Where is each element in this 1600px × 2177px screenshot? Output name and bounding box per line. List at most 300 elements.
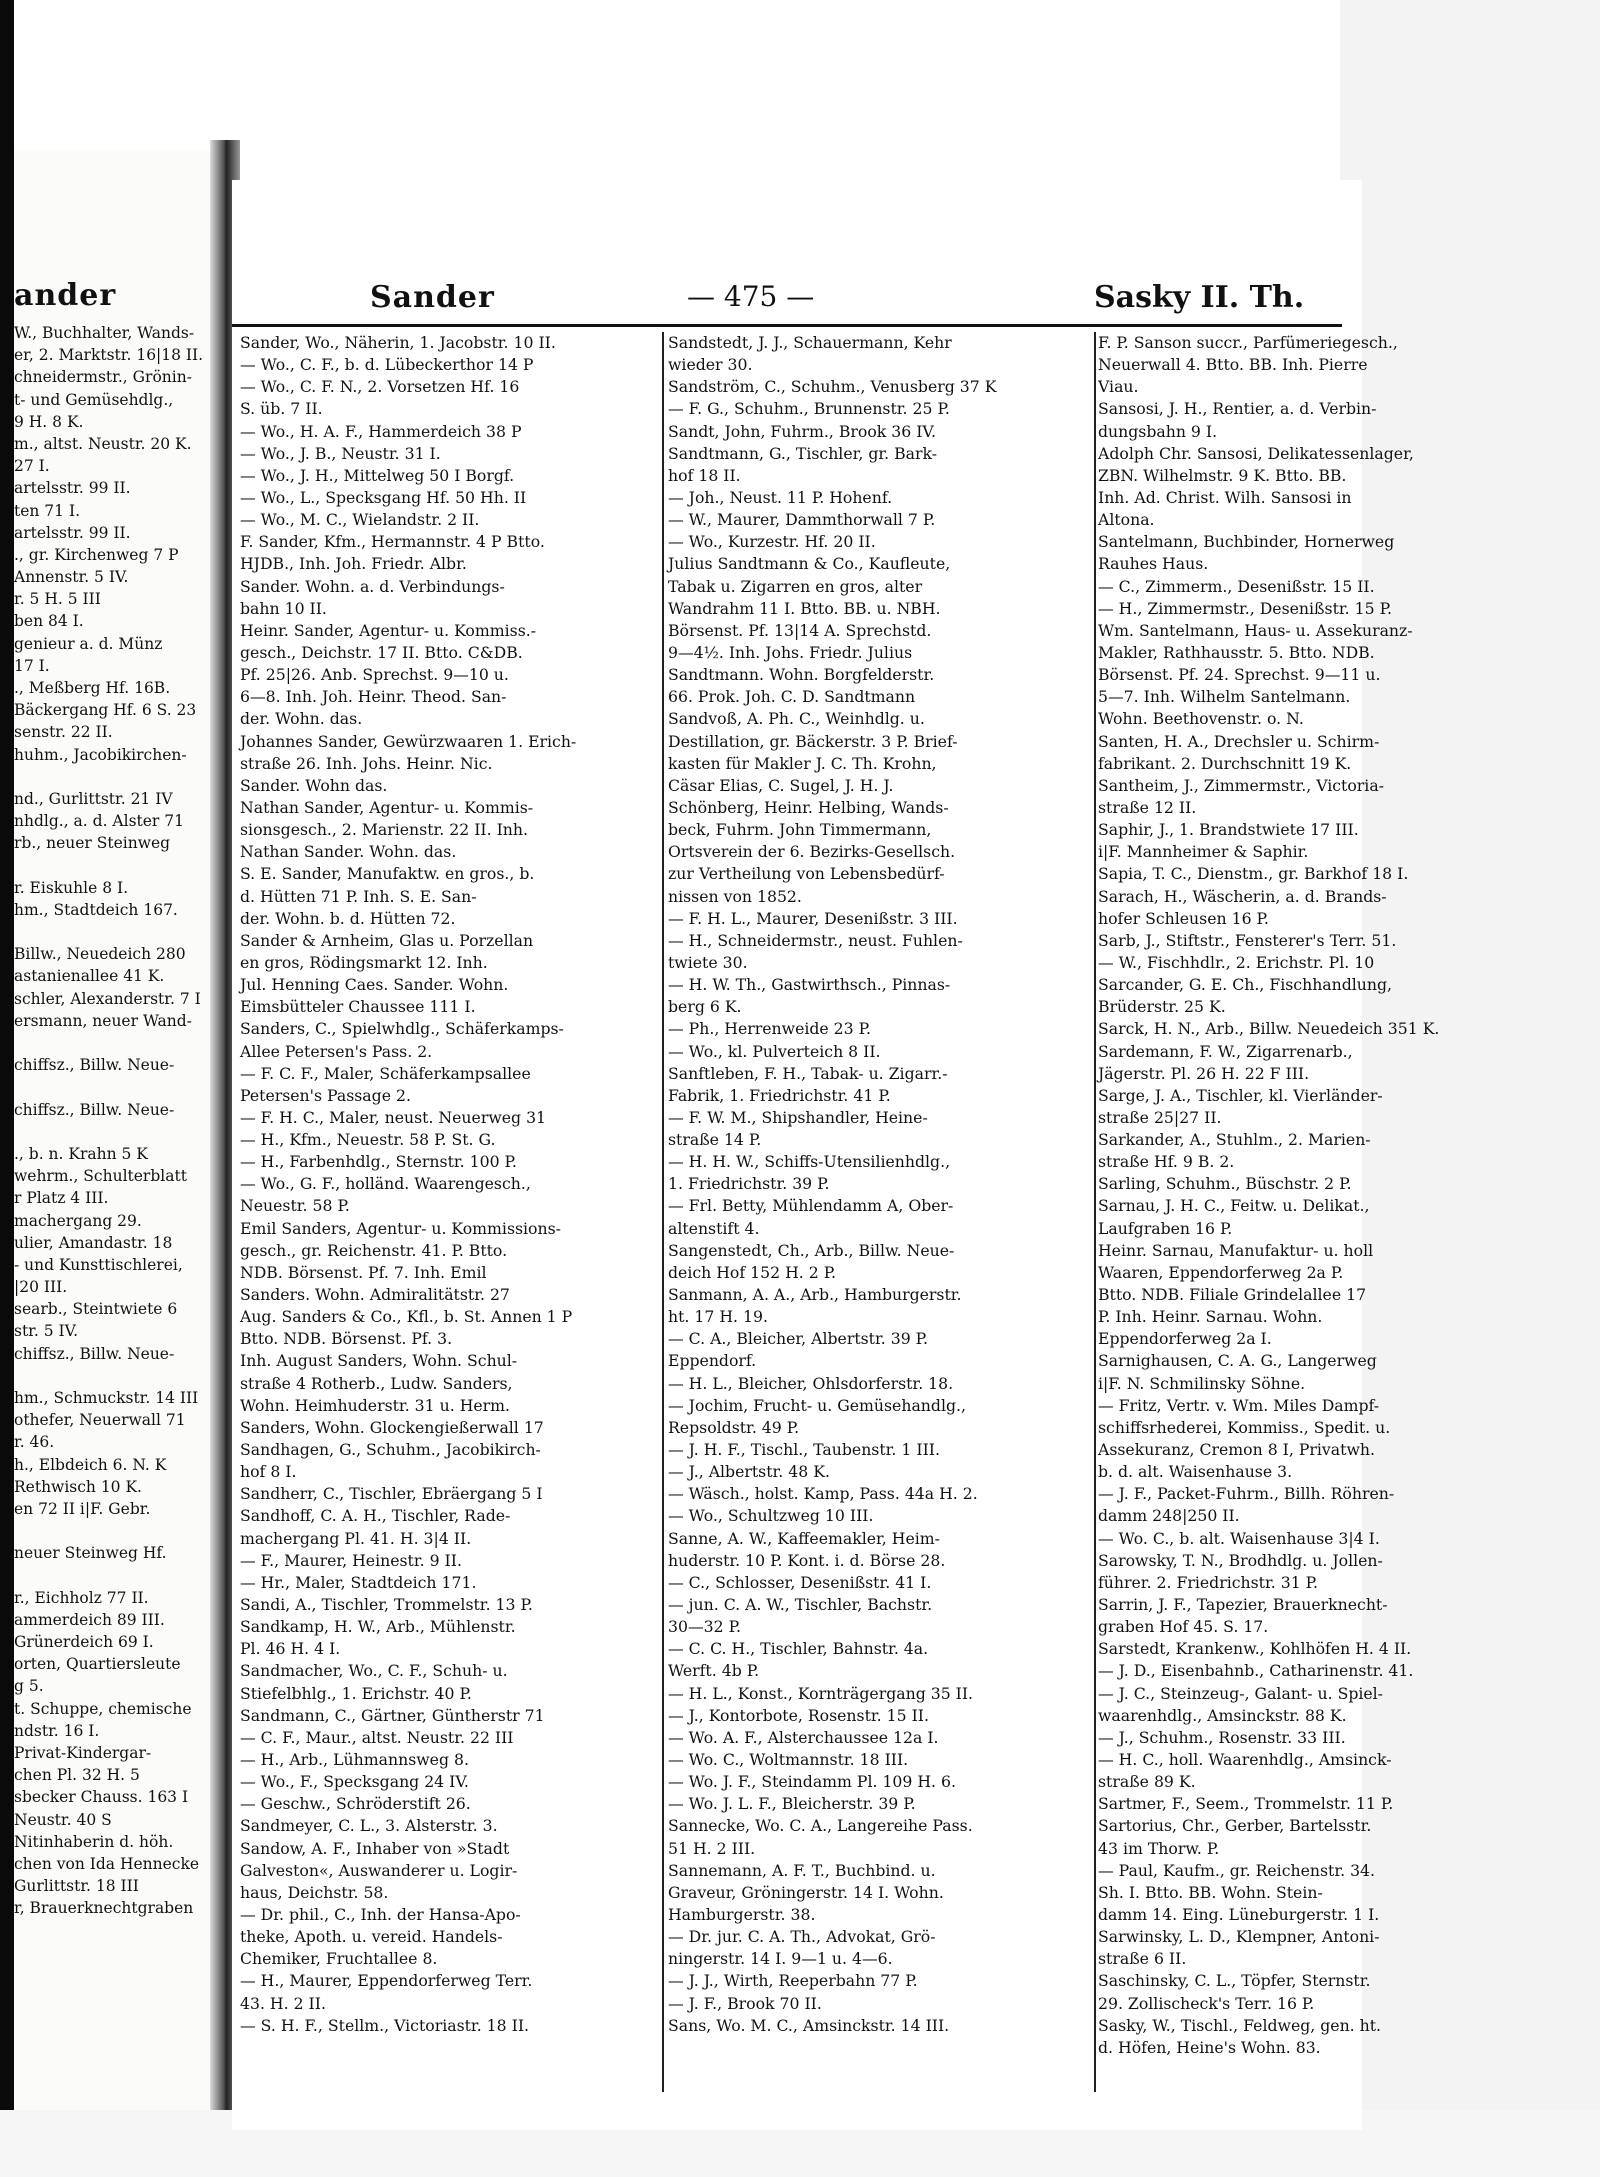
directory-entry-line: Eppendorf. <box>668 1351 757 1371</box>
directory-entry-line: bahn 10 II. <box>240 598 327 618</box>
directory-entry-line: Sander. Wohn das. <box>240 775 388 795</box>
directory-entry-line: Galveston«, Auswanderer u. Logir- <box>240 1860 518 1880</box>
directory-entry-line: — H., Schneidermstr., neust. Fuhlen- <box>668 930 963 950</box>
directory-entry-line: Tabak u. Zigarren en gros, alter <box>668 576 923 596</box>
running-head-left: Sander <box>370 280 495 315</box>
directory-entry-line: — Wo., Kurzestr. Hf. 20 II. <box>668 532 876 552</box>
directory-entry-line: — Frl. Betty, Mühlendamm A, Ober- <box>668 1196 954 1216</box>
directory-entry-line: Neuestr. 58 P. <box>240 1196 350 1216</box>
directory-entry-line: Sannecke, Wo. C. A., Langereihe Pass. <box>668 1816 973 1836</box>
directory-entry-line: Sasky, W., Tischl., Feldweg, gen. ht. <box>1098 2015 1382 2035</box>
directory-entry-line: Rethwisch 10 K. <box>14 1477 142 1496</box>
directory-entry-line: S. üb. 7 II. <box>240 399 323 419</box>
directory-entry-line: i|F. N. Schmilinsky Söhne. <box>1098 1373 1306 1393</box>
directory-entry-line: W., Buchhalter, Wands- <box>14 324 195 342</box>
directory-entry-line: Sanne, A. W., Kaffeemakler, Heim- <box>668 1528 940 1548</box>
directory-entry-line: der. Wohn. b. d. Hütten 72. <box>240 908 456 928</box>
directory-entry-line: führer. 2. Friedrichstr. 31 P. <box>1098 1572 1319 1592</box>
directory-entry-line: Saphir, J., 1. Brandstwiete 17 III. <box>1098 820 1359 840</box>
directory-entry-line: wehrm., Schulterblatt <box>14 1167 187 1186</box>
directory-entry-line: — Dr. phil., C., Inh. der Hansa-Apo- <box>240 1904 521 1924</box>
directory-entry-line: Sarcander, G. E. Ch., Fischhandlung, <box>1098 975 1393 995</box>
directory-entry-line: — Wo., H. A. F., Hammerdeich 38 P <box>240 421 522 441</box>
directory-entry-line: t. Schuppe, chemische <box>14 1699 192 1718</box>
directory-entry-line: artelsstr. 99 II. <box>14 523 131 542</box>
directory-entry-line: Santen, H. A., Drechsler u. Schirm- <box>1098 731 1380 751</box>
directory-entry-line: Laufgraben 16 P. <box>1098 1218 1233 1238</box>
directory-entry-line: rb., neuer Steinweg <box>14 834 171 853</box>
directory-entry-line: — H., Zimmermstr., Desenißstr. 15 P. <box>1098 598 1392 618</box>
directory-entry-line: — Hr., Maler, Stadtdeich 171. <box>240 1572 477 1592</box>
directory-entry-line: r. Eiskuhle 8 I. <box>14 878 129 897</box>
directory-entry-line: P. Inh. Heinr. Sarnau. Wohn. <box>1098 1307 1323 1327</box>
directory-entry-line: d. Höfen, Heine's Wohn. 83. <box>1098 2037 1321 2057</box>
directory-entry-line: — Wo. C., b. alt. Waisenhause 3|4 I. <box>1098 1528 1380 1548</box>
directory-entry-line: Sandt, John, Fuhrm., Brook 36 IV. <box>668 421 936 441</box>
directory-entry-line: huhm., Jacobikirchen- <box>14 745 187 764</box>
directory-entry-line: Waaren, Eppendorferweg 2a P. <box>1098 1262 1344 1282</box>
directory-entry-line: Sarling, Schuhm., Büschstr. 2 P. <box>1098 1174 1352 1194</box>
directory-entry-line: — H. C., holl. Waarenhdlg., Amsinck- <box>1098 1750 1392 1769</box>
directory-entry-line: Heinr. Sander, Agentur- u. Kommiss.- <box>240 620 537 640</box>
directory-entry-line: wieder 30. <box>668 355 753 375</box>
directory-entry-line: — F. H. L., Maurer, Desenißstr. 3 III. <box>668 908 958 928</box>
directory-entry-line: S. E. Sander, Manufaktw. en gros., b. <box>240 864 535 884</box>
directory-entry-line: straße 26. Inh. Johs. Heinr. Nic. <box>240 753 493 773</box>
directory-entry-line: Sartorius, Chr., Gerber, Bartelsstr. <box>1098 1816 1372 1836</box>
directory-entry-line: chiffsz., Billw. Neue- <box>14 1344 175 1363</box>
directory-entry-line: chiffsz., Billw. Neue- <box>14 1056 175 1075</box>
directory-entry-line: ., Meßberg Hf. 16B. <box>14 679 171 697</box>
directory-entry-line: — Wo., Schultzweg 10 III. <box>668 1506 874 1526</box>
directory-entry-line: — F. W. M., Shipshandler, Heine- <box>668 1107 928 1127</box>
directory-entry-line: ben 84 I. <box>14 612 84 631</box>
directory-entry-line: er, 2. Marktstr. 16|18 II. <box>14 346 204 365</box>
directory-entry-line: machergang 29. <box>14 1211 142 1230</box>
directory-entry-line: — Wo. A. F., Alsterchaussee 12a I. <box>668 1727 939 1747</box>
directory-entry-line: Sandmann, C., Gärtner, Güntherstr 71 <box>240 1705 545 1725</box>
directory-entry-line: — H., Arb., Lühmannsweg 8. <box>240 1750 469 1769</box>
directory-entry-line: Btto. NDB. Börsenst. Pf. 3. <box>240 1329 453 1349</box>
directory-entry-line: damm 248|250 II. <box>1098 1506 1240 1526</box>
directory-entry-line: straße 4 Rotherb., Ludw. Sanders, <box>240 1373 513 1393</box>
directory-entry-line: hof 8 I. <box>240 1462 297 1482</box>
directory-entry-line: Wohn. Heimhuderstr. 31 u. Herm. <box>240 1395 511 1415</box>
directory-entry-line: Gurlittstr. 18 III <box>14 1877 139 1896</box>
directory-entry-line: — Wo. J. F., Steindamm Pl. 109 H. 6. <box>668 1772 957 1792</box>
directory-entry-line: beck, Fuhrm. John Timmermann, <box>668 820 932 840</box>
directory-entry-line: Rauhes Haus. <box>1098 554 1209 574</box>
directory-entry-line: — jun. C. A. W., Tischler, Bachstr. <box>668 1595 933 1615</box>
directory-entry-line: 9—4½. Inh. Johs. Friedr. Julius <box>668 642 913 662</box>
directory-entry-line: Adolph Chr. Sansosi, Delikatessenlager, <box>1098 443 1414 463</box>
directory-entry-line: Sandherr, C., Tischler, Ebräergang 5 I <box>240 1484 543 1504</box>
directory-entry-line: — W., Maurer, Dammthorwall 7 P. <box>668 510 936 530</box>
directory-entry-line: Sanders. Wohn. Admiralitätstr. 27 <box>240 1285 510 1305</box>
directory-entry-line: |20 III. <box>14 1278 68 1297</box>
directory-entry-line: Sartmer, F., Seem., Trommelstr. 11 P. <box>1098 1794 1394 1814</box>
directory-entry-line: Neustr. 40 S <box>14 1810 112 1829</box>
directory-entry-line: Sarb, J., Stiftstr., Fensterer's Terr. 51. <box>1098 930 1397 950</box>
directory-entry-line: Sardemann, F. W., Zigarrenarb., <box>1098 1041 1353 1061</box>
directory-entry-line: — Wo., M. C., Wielandstr. 2 II. <box>240 510 480 530</box>
directory-entry-line: orten, Quartiersleute <box>14 1655 181 1674</box>
directory-entry-line: — Joh., Neust. 11 P. Hohenf. <box>668 487 893 507</box>
directory-entry-line: Börsenst. Pf. 24. Sprechst. 9—11 u. <box>1098 665 1381 685</box>
directory-entry-line: — J. H. F., Tischl., Taubenstr. 1 III. <box>668 1440 940 1460</box>
directory-entry-line: Sander. Wohn. a. d. Verbindungs- <box>240 576 505 596</box>
directory-entry-line: 5—7. Inh. Wilhelm Santelmann. <box>1098 687 1351 707</box>
directory-entry-line: twiete 30. <box>668 952 748 972</box>
directory-entry-line: r., Eichholz 77 II. <box>14 1588 149 1607</box>
directory-entry-line: ., b. n. Krahn 5 K <box>14 1144 148 1163</box>
directory-entry-line: straße 12 II. <box>1098 797 1197 817</box>
directory-entry-line: r, Brauerknechtgraben <box>14 1899 194 1918</box>
directory-entry-line: 29. Zollischeck's Terr. 16 P. <box>1098 1993 1315 2013</box>
directory-entry-line: Schönberg, Heinr. Helbing, Wands- <box>668 797 949 817</box>
directory-entry-line: straße 25|27 II. <box>1098 1107 1222 1127</box>
directory-entry-line: m., altst. Neustr. 20 K. <box>14 434 192 453</box>
directory-entry-line: — Wo., F., Specksgang 24 IV. <box>240 1772 469 1792</box>
directory-entry-line: Jägerstr. Pl. 26 H. 22 F III. <box>1098 1063 1310 1083</box>
directory-entry-line: sionsgesch., 2. Marienstr. 22 II. Inh. <box>240 820 528 840</box>
directory-entry-line: Sander, Wo., Näherin, 1. Jacobstr. 10 II. <box>240 333 556 352</box>
directory-entry-line: Assekuranz, Cremon 8 I, Privatwh. <box>1098 1440 1375 1460</box>
directory-entry-line: — Wo., L., Specksgang Hf. 50 Hh. II <box>240 487 527 507</box>
directory-entry-line: nhdlg., a. d. Alster 71 <box>14 812 184 831</box>
directory-entry-line: - und Kunsttischlerei, <box>14 1255 183 1274</box>
directory-entry-line: — J. F., Brook 70 II. <box>668 1993 822 2013</box>
page-number: — 475 — <box>687 280 815 313</box>
directory-entry-line: Sandmeyer, C. L., 3. Alsterstr. 3. <box>240 1816 498 1836</box>
directory-entry-line: Sanftleben, F. H., Tabak- u. Zigarr.- <box>668 1063 948 1083</box>
directory-entry-line: gesch., gr. Reichenstr. 41. P. Btto. <box>240 1240 508 1260</box>
directory-entry-line: Stiefelbhlg., 1. Erichstr. 40 P. <box>240 1683 472 1703</box>
directory-entry-line: — J., Schuhm., Rosenstr. 33 III. <box>1098 1727 1346 1747</box>
directory-entry-line: hofer Schleusen 16 P. <box>1098 908 1269 928</box>
directory-entry-line <box>14 1520 219 1542</box>
header-rule <box>232 324 1342 327</box>
directory-entry-line: straße 6 II. <box>1098 1949 1187 1969</box>
directory-entry-line: Jul. Henning Caes. Sander. Wohn. <box>240 975 509 995</box>
directory-entry-line: Sanders, C., Spielwhdlg., Schäferkamps- <box>240 1019 564 1039</box>
directory-entry-line: kasten für Makler J. C. Th. Krohn, <box>668 753 937 773</box>
directory-entry-line: Sandmacher, Wo., C. F., Schuh- u. <box>240 1661 508 1681</box>
directory-entry-line: Nitinhaberin d. höh. <box>14 1832 174 1851</box>
directory-entry-line: Makler, Rathhausstr. 5. Btto. NDB. <box>1098 642 1375 662</box>
directory-entry-line: Brüderstr. 25 K. <box>1098 997 1226 1017</box>
directory-entry-line: Billw., Neuedeich 280 <box>14 945 186 964</box>
directory-entry-line: Inh. Ad. Christ. Wilh. Sansosi in <box>1098 487 1352 507</box>
directory-entry-line: Saschinsky, C. L., Töpfer, Sternstr. <box>1098 1971 1371 1991</box>
directory-entry-line: Ortsverein der 6. Bezirks-Gesellsch. <box>668 842 956 862</box>
directory-entry-line: Altona. <box>1098 510 1155 530</box>
directory-entry-line: chiffsz., Billw. Neue- <box>14 1100 175 1119</box>
directory-entry-line: — S. H. F., Stellm., Victoriastr. 18 II. <box>240 2015 529 2035</box>
directory-entry-line: ningerstr. 14 I. 9—1 u. 4—6. <box>668 1949 893 1969</box>
directory-entry-line: Sandstedt, J. J., Schauermann, Kehr <box>668 333 952 352</box>
directory-entry-line: straße 14 P. <box>668 1130 762 1150</box>
directory-entry-line: straße Hf. 9 B. 2. <box>1098 1152 1235 1172</box>
directory-entry-line: — H. L., Bleicher, Ohlsdorferstr. 18. <box>668 1373 954 1393</box>
directory-entry-line: — C. F., Maur., altst. Neustr. 22 III <box>240 1727 514 1747</box>
directory-entry-line: Bäckergang Hf. 6 S. 23 <box>14 701 197 720</box>
directory-entry-line: Eppendorferweg 2a I. <box>1098 1329 1272 1349</box>
directory-entry-line: artelsstr. 99 II. <box>14 479 131 498</box>
directory-entry-line <box>14 1121 219 1143</box>
directory-entry-line: Grünerdeich 69 I. <box>14 1633 154 1652</box>
directory-entry-line: 9 H. 8 K. <box>14 412 84 431</box>
directory-entry-line: b. d. alt. Waisenhause 3. <box>1098 1462 1293 1482</box>
directory-entry-line: hm., Schmuckstr. 14 III <box>14 1389 199 1407</box>
directory-entry-line: 43. H. 2 II. <box>240 1993 326 2013</box>
directory-entry-line: Pf. 25|26. Anb. Sprechst. 9—10 u. <box>240 665 509 685</box>
directory-entry-line: senstr. 22 II. <box>14 723 113 742</box>
directory-entry-line: neuer Steinweg Hf. <box>14 1544 167 1563</box>
running-head-right: Sasky II. Th. <box>1094 280 1305 315</box>
directory-entry-line: — Dr. jur. C. A. Th., Advokat, Grö- <box>668 1927 936 1947</box>
column-rule <box>1094 332 1096 2092</box>
directory-entry-line: Eimsbütteler Chaussee 111 I. <box>240 997 476 1017</box>
directory-entry-line: othefer, Neuerwall 71 <box>14 1411 186 1430</box>
directory-entry-line: Sannemann, A. F. T., Buchbind. u. <box>668 1860 936 1880</box>
previous-page-fragment <box>14 150 222 2130</box>
directory-entry-line <box>14 1565 219 1587</box>
directory-entry-line: Julius Sandtmann & Co., Kaufleute, <box>668 554 951 574</box>
directory-entry-line: 6—8. Inh. Joh. Heinr. Theod. San- <box>240 687 507 707</box>
directory-entry-line: Sandtmann, G., Tischler, gr. Bark- <box>668 443 938 463</box>
directory-entry-line: — J. C., Steinzeug-, Galant- u. Spiel- <box>1098 1683 1383 1703</box>
directory-entry-line: — Wo., J. H., Mittelweg 50 I Borgf. <box>240 465 515 485</box>
directory-entry-line: t- und Gemüsehdlg., <box>14 390 174 409</box>
directory-entry-line: ndstr. 16 I. <box>14 1721 100 1740</box>
directory-entry-line: ulier, Amandastr. 18 <box>14 1233 173 1252</box>
directory-entry-line: en gros, Rödingsmarkt 12. Inh. <box>240 952 488 972</box>
directory-entry-line: — H. W. Th., Gastwirthsch., Pinnas- <box>668 975 951 995</box>
directory-entry-line: — J., Albertstr. 48 K. <box>668 1462 830 1482</box>
directory-entry-line: Sandow, A. F., Inhaber von »Stadt <box>240 1838 510 1858</box>
directory-entry-line: Sandtmann. Wohn. Borgfelderstr. <box>668 665 935 685</box>
directory-entry-line <box>14 1365 219 1387</box>
directory-entry-line: — Fritz, Vertr. v. Wm. Miles Dampf- <box>1098 1395 1380 1415</box>
directory-entry-line: — C., Zimmerm., Desenißstr. 15 II. <box>1098 576 1375 596</box>
directory-entry-line: — F. G., Schuhm., Brunnenstr. 25 P. <box>668 399 950 419</box>
directory-entry-line: Sandi, A., Tischler, Trommelstr. 13 P. <box>240 1595 533 1615</box>
directory-entry-line: Repsoldstr. 49 P. <box>668 1417 800 1437</box>
directory-entry-line: Allee Petersen's Pass. 2. <box>240 1041 433 1061</box>
directory-entry-line: — J. D., Eisenbahnb., Catharinenstr. 41. <box>1098 1661 1414 1681</box>
directory-entry-line: — H., Farbenhdlg., Sternstr. 100 P. <box>240 1152 517 1172</box>
directory-entry-line: fabrikant. 2. Durchschnitt 19 K. <box>1098 753 1352 773</box>
directory-entry-line: 51 H. 2 III. <box>668 1838 756 1858</box>
directory-entry-line: Sanders, Wohn. Glockengießerwall 17 <box>240 1417 544 1437</box>
directory-entry-line: 66. Prok. Joh. C. D. Sandtmann <box>668 687 916 707</box>
directory-entry-line: machergang Pl. 41. H. 3|4 II. <box>240 1528 472 1548</box>
directory-entry-line: — F. H. C., Maler, neust. Neuerweg 31 <box>240 1107 547 1127</box>
previous-page-header: ander <box>14 278 117 313</box>
directory-entry-line: Petersen's Passage 2. <box>240 1085 411 1105</box>
directory-entry-line: Sandkamp, H. W., Arb., Mühlenstr. <box>240 1617 516 1637</box>
directory-entry-line: — W., Fischhdlr., 2. Erichstr. Pl. 10 <box>1098 952 1375 972</box>
directory-entry-line: i|F. Mannheimer & Saphir. <box>1098 842 1309 862</box>
directory-entry-line: Nathan Sander. Wohn. das. <box>240 842 457 862</box>
directory-entry-line: zur Vertheilung von Lebensbedürf- <box>668 864 945 884</box>
directory-entry-line: Werft. 4b P. <box>668 1661 760 1681</box>
directory-entry-line: Wohn. Beethovenstr. o. N. <box>1098 709 1304 729</box>
directory-entry-line: ZBN. Wilhelmstr. 9 K. Btto. BB. <box>1098 465 1347 485</box>
directory-entry-line: 1. Friedrichstr. 39 P. <box>668 1174 830 1194</box>
directory-entry-line: damm 14. Eing. Lüneburgerstr. 1 I. <box>1098 1904 1380 1924</box>
directory-entry-line: nissen von 1852. <box>668 886 802 906</box>
directory-entry-line: — Paul, Kaufm., gr. Reichenstr. 34. <box>1098 1860 1376 1880</box>
directory-entry-line: berg 6 K. <box>668 997 742 1017</box>
directory-entry-line: — C., Schlosser, Desenißstr. 41 I. <box>668 1572 932 1592</box>
directory-entry-line: 43 im Thorw. P. <box>1098 1838 1220 1858</box>
directory-entry-line: searb., Steintwiete 6 <box>14 1300 178 1319</box>
directory-entry-line: huderstr. 10 P. Kont. i. d. Börse 28. <box>668 1550 946 1570</box>
directory-entry-line: Wandrahm 11 I. Btto. BB. u. NBH. <box>668 598 941 618</box>
column-rule <box>662 332 664 2092</box>
directory-entry-line: — J., Kontorbote, Rosenstr. 15 II. <box>668 1705 929 1725</box>
directory-entry-line: Sander & Arnheim, Glas u. Porzellan <box>240 930 534 950</box>
directory-page <box>232 180 1440 2130</box>
directory-entry-line: chen Pl. 32 H. 5 <box>14 1766 140 1785</box>
directory-entry-line: Neuerwall 4. Btto. BB. Inh. Pierre <box>1098 355 1368 375</box>
directory-entry-line: sbecker Chauss. 163 I <box>14 1788 189 1807</box>
directory-entry-line: Wm. Santelmann, Haus- u. Assekuranz- <box>1098 620 1413 640</box>
directory-entry-line: Viau. <box>1098 377 1139 397</box>
directory-entry-line: ammerdeich 89 III. <box>14 1610 165 1629</box>
directory-entry-line: — H., Kfm., Neuestr. 58 P. St. G. <box>240 1130 496 1150</box>
directory-entry-line <box>14 855 219 877</box>
directory-entry-line: — H., Maurer, Eppendorferweg Terr. <box>240 1971 533 1991</box>
directory-entry-line: Sh. I. Btto. BB. Wohn. Stein- <box>1098 1882 1323 1902</box>
directory-entry-line: — H. H. W., Schiffs-Utensilienhdlg., <box>668 1152 951 1172</box>
directory-entry-line: — Wo., G. F., holländ. Waarengesch., <box>240 1174 531 1194</box>
directory-entry-line: Sarowsky, T. N., Brodhdlg. u. Jollen- <box>1098 1550 1383 1570</box>
directory-entry-line: Sapia, T. C., Dienstm., gr. Barkhof 18 I. <box>1098 864 1409 884</box>
directory-entry-line: — F., Maurer, Heinestr. 9 II. <box>240 1550 462 1570</box>
directory-entry-line: Sandhagen, G., Schuhm., Jacobikirch- <box>240 1440 541 1460</box>
directory-entry-line: Santelmann, Buchbinder, Hornerweg <box>1098 532 1395 552</box>
directory-entry-line: r. 46. <box>14 1433 55 1452</box>
directory-entry-line: schiffsrhederei, Kommiss., Spedit. u. <box>1098 1417 1391 1437</box>
directory-column-3 <box>1098 332 1518 2059</box>
directory-entry-line: dungsbahn 9 I. <box>1098 421 1218 441</box>
directory-entry-line: Heinr. Sarnau, Manufaktur- u. holl <box>1098 1240 1374 1260</box>
directory-column-1 <box>240 332 660 2037</box>
directory-entry-line: Sarnighausen, C. A. G., Langerweg <box>1098 1351 1377 1371</box>
directory-entry-line: — Geschw., Schröderstift 26. <box>240 1794 471 1814</box>
directory-entry-line: — Wo., kl. Pulverteich 8 II. <box>668 1041 881 1061</box>
directory-entry-line: str. 5 IV. <box>14 1322 79 1341</box>
directory-entry-line: Nathan Sander, Agentur- u. Kommis- <box>240 797 534 817</box>
directory-entry-line: Sarwinsky, L. D., Klempner, Antoni- <box>1098 1927 1380 1947</box>
directory-entry-line: Sanmann, A. A., Arb., Hamburgerstr. <box>668 1285 962 1305</box>
directory-entry-line: Sans, Wo. M. C., Amsinckstr. 14 III. <box>668 2015 950 2035</box>
directory-entry-line: Aug. Sanders & Co., Kfl., b. St. Annen 1 P <box>240 1307 573 1327</box>
directory-entry-line: Sansosi, J. H., Rentier, a. d. Verbin- <box>1098 399 1377 419</box>
directory-entry-line: Börsenst. Pf. 13|14 A. Sprechstd. <box>668 620 932 640</box>
directory-entry-line: — Wo. J. L. F., Bleicherstr. 39 P. <box>668 1794 916 1814</box>
directory-entry-line: Sarck, H. N., Arb., Billw. Neuedeich 351 K. <box>1098 1019 1440 1039</box>
directory-entry-line: h., Elbdeich 6. N. K <box>14 1455 167 1474</box>
directory-entry-line: chen von Ida Hennecke <box>14 1854 200 1873</box>
directory-entry-line: d. Hütten 71 P. Inh. S. E. San- <box>240 886 477 906</box>
directory-entry-line: Sandström, C., Schuhm., Venusberg 37 K <box>668 377 997 397</box>
directory-entry-line: HJDB., Inh. Joh. Friedr. Albr. <box>240 554 467 574</box>
directory-entry-line: deich Hof 152 H. 2 P. <box>668 1262 837 1282</box>
directory-entry-line: — Wo., J. B., Neustr. 31 I. <box>240 443 441 463</box>
directory-entry-line: — C. C. H., Tischler, Bahnstr. 4a. <box>668 1639 929 1659</box>
directory-entry-line: haus, Deichstr. 58. <box>240 1882 389 1902</box>
directory-entry-line: Graveur, Gröningerstr. 14 I. Wohn. <box>668 1882 944 1902</box>
directory-entry-line <box>14 1076 219 1098</box>
directory-entry-line <box>14 1032 219 1054</box>
directory-entry-line: nd., Gurlittstr. 21 IV <box>14 789 173 808</box>
directory-entry-line: Sarstedt, Krankenw., Kohlhöfen H. 4 II. <box>1098 1639 1412 1659</box>
directory-entry-line: Btto. NDB. Filiale Grindelallee 17 <box>1098 1285 1367 1305</box>
directory-entry-line: hm., Stadtdeich 167. <box>14 900 178 919</box>
directory-entry-line: — F. C. F., Maler, Schäferkampsallee <box>240 1063 531 1083</box>
scan-edge-left <box>0 0 14 2177</box>
directory-entry-line: Sarach, H., Wäscherin, a. d. Brands- <box>1098 886 1387 906</box>
directory-entry-line: 17 I. <box>14 656 50 675</box>
directory-entry-line: Sandvoß, A. Ph. C., Weinhdlg. u. <box>668 709 925 729</box>
directory-entry-line: astanienallee 41 K. <box>14 967 165 986</box>
directory-entry-line <box>14 766 219 788</box>
directory-entry-line: straße 89 K. <box>1098 1772 1196 1792</box>
directory-entry-line: genieur a. d. Münz <box>14 634 163 653</box>
directory-entry-line: F. P. Sanson succr., Parfümeriegesch., <box>1098 333 1398 352</box>
directory-entry-line: der. Wohn. das. <box>240 709 363 729</box>
directory-entry-line: Johannes Sander, Gewürzwaaren 1. Erich- <box>240 731 577 751</box>
directory-entry-line: chneidermstr., Grönin- <box>14 368 192 387</box>
directory-entry-line: en 72 II i|F. Gebr. <box>14 1499 151 1518</box>
directory-entry-line: Annenstr. 5 IV. <box>14 568 129 587</box>
directory-entry-line: NDB. Börsenst. Pf. 7. Inh. Emil <box>240 1262 487 1282</box>
directory-entry-line: Hamburgerstr. 38. <box>668 1904 816 1924</box>
directory-entry-line: Pl. 46 H. 4 I. <box>240 1639 341 1659</box>
directory-entry-line: — Wäsch., holst. Kamp, Pass. 44a H. 2. <box>668 1484 978 1504</box>
directory-entry-line: gesch., Deichstr. 17 II. Btto. C&DB. <box>240 642 523 662</box>
directory-entry-line: Sarnau, J. H. C., Feitw. u. Delikat., <box>1098 1196 1370 1216</box>
directory-entry-line: Inh. August Sanders, Wohn. Schul- <box>240 1351 518 1371</box>
directory-entry-line: waarenhdlg., Amsinckstr. 88 K. <box>1098 1705 1347 1725</box>
directory-entry-line <box>14 921 219 943</box>
directory-entry-line: F. Sander, Kfm., Hermannstr. 4 P Btto. <box>240 532 545 552</box>
directory-entry-line: ht. 17 H. 19. <box>668 1307 768 1327</box>
directory-entry-line: Chemiker, Fruchtallee 8. <box>240 1949 438 1969</box>
previous-page-entries <box>14 322 219 1920</box>
directory-entry-line: — H. L., Konst., Kornträgergang 35 II. <box>668 1683 974 1703</box>
directory-entry-line: Destillation, gr. Bäckerstr. 3 P. Brief- <box>668 731 958 751</box>
directory-entry-line: altenstift 4. <box>668 1218 760 1238</box>
directory-entry-line: Sangenstedt, Ch., Arb., Billw. Neue- <box>668 1240 955 1260</box>
directory-entry-line: — Jochim, Frucht- u. Gemüsehandlg., <box>668 1395 966 1415</box>
directory-entry-line: 30—32 P. <box>668 1617 741 1637</box>
directory-column-2 <box>668 332 1088 2037</box>
directory-entry-line: Emil Sanders, Agentur- u. Kommissions- <box>240 1218 561 1238</box>
directory-entry-line: — J. J., Wirth, Reeperbahn 77 P. <box>668 1971 918 1991</box>
directory-entry-line: Sandhoff, C. A. H., Tischler, Rade- <box>240 1506 511 1526</box>
directory-entry-line: hof 18 II. <box>668 465 741 485</box>
directory-entry-line: Privat-Kindergar- <box>14 1744 152 1762</box>
directory-entry-line: ., gr. Kirchenweg 7 P <box>14 545 179 564</box>
directory-entry-line: Fabrik, 1. Friedrichstr. 41 P. <box>668 1085 891 1105</box>
directory-entry-line: Cäsar Elias, C. Sugel, J. H. J. <box>668 775 894 795</box>
directory-entry-line: ersmann, neuer Wand- <box>14 1011 192 1030</box>
